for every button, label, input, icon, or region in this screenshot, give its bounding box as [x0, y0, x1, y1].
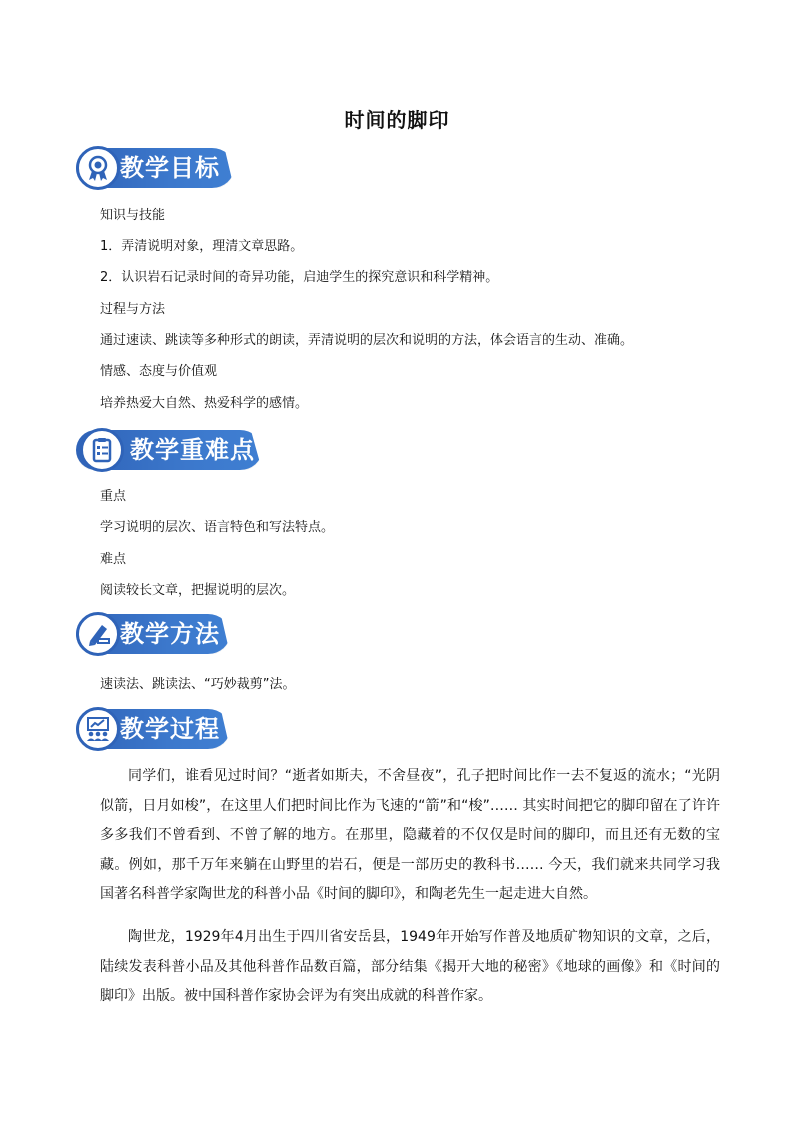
section-heading: 教学方法	[120, 619, 220, 648]
text-line: 速读法、跳读法、“巧妙裁剪”法。	[100, 677, 296, 692]
text-line: 通过速读、跳读等多种形式的朗读，弄清说明的层次和说明的方法，体会语言的生动、准确。	[100, 333, 634, 348]
section-heading: 教学重难点	[130, 435, 255, 464]
clipboard-checklist-icon	[80, 428, 124, 472]
text-line: 阅读较长文章，把握说明的层次。	[100, 583, 296, 598]
body-paragraph: 陶世龙，1929年4月出生于四川省安岳县，1949年开始写作普及地质矿物知识的文章，之后，陆续发表科普小品及其他科普作品数百篇，部分结集《揭开大地的秘密》《地球的画像》和《时间的脚印》出版。被中国科普作家协会评为有突出成就的科普作家。	[100, 929, 720, 1004]
section-heading: 教学过程	[120, 714, 220, 743]
pencil-ruler-icon	[76, 612, 120, 656]
page-title: 时间的脚印	[344, 108, 450, 132]
section-heading: 教学目标	[120, 153, 220, 182]
award-ribbon-icon	[76, 146, 120, 190]
body-paragraph: 同学们，谁看见过时间？“逝者如斯夫，不舍昼夜”，孔子把时间比作一去不复返的流水；“光阴似箭，日月如梭”，在这里人们把时间比作为飞速的“箭”和“梭”…… 其实时间把它的脚印留在了许许多多我们不曾看到、不曾了解的地方。在那里，隐藏着的不仅仅是时间的脚印，而且还有无数的宝藏。例如，那千万年来躺在山野里的岩石，便是一部历史的教科书…… 今天，我们就来共同学习我国著名科普学家陶世龙的科普小品《时间的脚印》，和陶老先生一起走进大自然。	[100, 768, 720, 902]
text-line: 2．认识岩石记录时间的奇异功能，启迪学生的探究意识和科学精神。	[100, 270, 499, 285]
text-line: 重点	[100, 489, 127, 504]
text-line: 学习说明的层次、语言特色和写法特点。	[100, 520, 335, 535]
text-line: 过程与方法	[100, 302, 166, 317]
text-line: 情感、态度与价值观	[100, 364, 218, 379]
text-line: 难点	[100, 552, 127, 567]
text-line: 培养热爱大自然、热爱科学的感情。	[100, 396, 309, 411]
presentation-group-icon	[76, 707, 120, 751]
text-line: 知识与技能	[100, 208, 166, 223]
text-line: 1．弄清说明对象，理清文章思路。	[100, 239, 304, 254]
